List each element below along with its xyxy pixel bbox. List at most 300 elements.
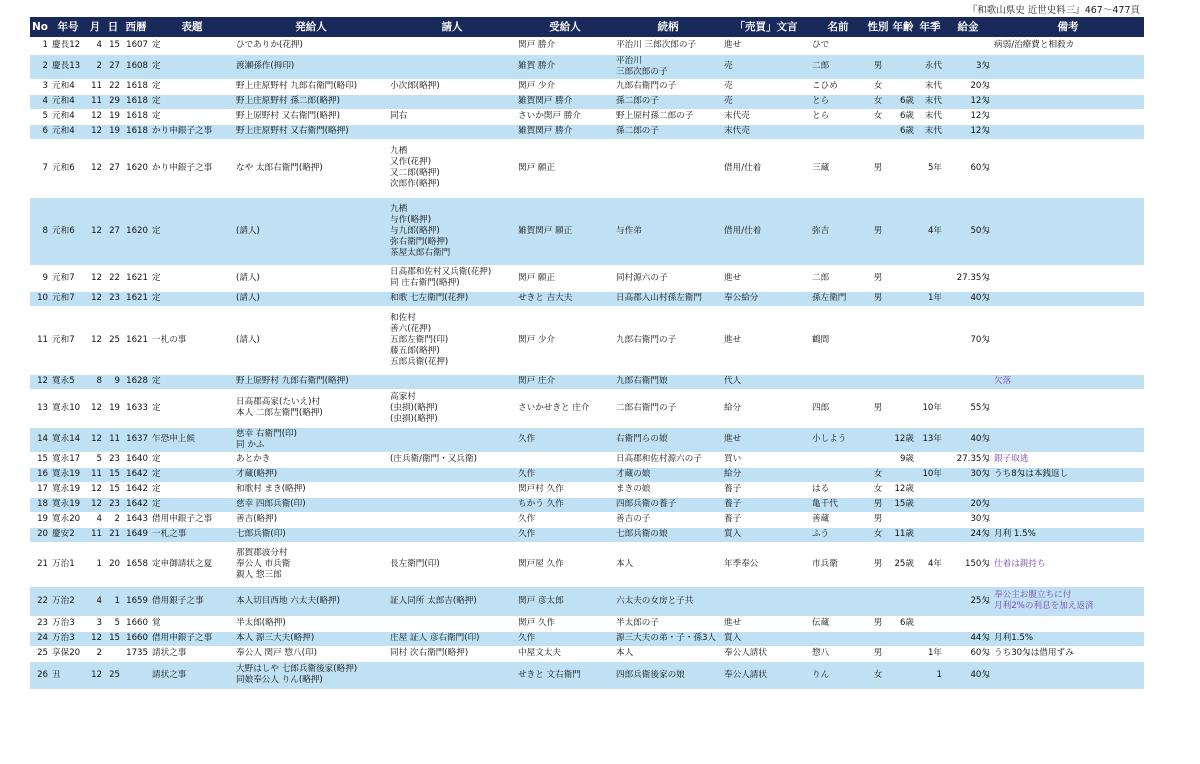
cell-month: 12 (86, 124, 104, 139)
cell-age (890, 631, 916, 646)
cell-period: 永代 (916, 54, 944, 79)
cell-issuer (234, 482, 388, 497)
cell-issuer (234, 389, 388, 427)
cell-title: 定 (150, 94, 234, 109)
cell-note-line: うち8匁は本銭返し (994, 469, 1069, 479)
header-col-era: 年号 (50, 17, 86, 37)
cell-no: 3 (30, 79, 50, 94)
cell-day: 1 (104, 586, 122, 616)
cell-note-line: 月利2%の利息を加え返済 (994, 601, 1094, 611)
cell-period: 4年 (916, 197, 944, 265)
cell-term-word: 給分 (722, 389, 810, 427)
cell-period: 1 (916, 661, 944, 689)
cell-period (916, 452, 944, 467)
table-row (30, 427, 1144, 452)
cell-era: 寛永19 (50, 482, 86, 497)
cell-relation (614, 452, 722, 467)
cell-relation (614, 54, 722, 79)
cell-era: 寛永19 (50, 497, 86, 512)
cell-term-word: 養子 (722, 497, 810, 512)
cell-issuer (234, 37, 388, 54)
cell-note (992, 631, 1144, 646)
cell-pay: 20匁 (944, 497, 992, 512)
cell-recipient: 久作 (516, 467, 614, 482)
cell-relation-line: 平治川 三郎次郎の子 (616, 39, 697, 50)
cell-sex (866, 306, 890, 374)
cell-day: 22 (104, 265, 122, 291)
cell-term-word: 借用/仕着 (722, 139, 810, 197)
cell-title: 定 (150, 265, 234, 291)
cell-day: 29 (104, 94, 122, 109)
table-row (30, 197, 1144, 265)
cell-term-word: 売 (722, 79, 810, 94)
cell-relation-line: 孫二郎の子 (616, 126, 659, 136)
cell-year: 1628 (122, 374, 150, 389)
cell-note (992, 265, 1144, 291)
cell-relation (614, 512, 722, 527)
cell-era: 元和7 (50, 306, 86, 374)
cell-day: 20 (104, 542, 122, 586)
cell-era: 寛永17 (50, 452, 86, 467)
cell-no: 18 (30, 497, 50, 512)
cell-title: 定 (150, 79, 234, 94)
cell-term-word: 代人 (722, 374, 810, 389)
cell-issuer-line: (請人) (236, 293, 260, 303)
cell-no: 12 (30, 374, 50, 389)
cell-month: 11 (86, 467, 104, 482)
cell-year: 1660 (122, 616, 150, 631)
cell-relation-line: 四郎兵衛後家の娘 (616, 669, 685, 680)
cell-month: 2 (86, 54, 104, 79)
cell-relation-line: 六太夫の女房と子共 (616, 595, 694, 606)
cell-note-line: 病弱/治療費と相殺カ (994, 39, 1075, 50)
cell-no: 1 (30, 37, 50, 54)
cell-title: 定 (150, 389, 234, 427)
cell-month: 12 (86, 661, 104, 689)
cell-pay: 50匁 (944, 197, 992, 265)
cell-day: 19 (104, 389, 122, 427)
header-col-pay: 給金 (944, 17, 992, 37)
cell-month: 12 (86, 306, 104, 374)
cell-era: 慶安2 (50, 527, 86, 542)
cell-title: 定 (150, 482, 234, 497)
cell-name: 鶴間 (810, 306, 866, 374)
cell-guarantor-line: 長左衛門(印) (390, 558, 440, 569)
cell-era: 慶長12 (50, 37, 86, 54)
cell-recipient: 雑賀関戸 願正 (516, 197, 614, 265)
cell-guarantor-line: 和歌 七左衛門(花押) (390, 293, 469, 303)
cell-recipient: さいか関戸 勝介 (516, 109, 614, 124)
cell-no: 9 (30, 265, 50, 291)
cell-sex: 男 (866, 512, 890, 527)
cell-sex: 男 (866, 497, 890, 512)
header-col-period: 年季 (916, 17, 944, 37)
cell-relation-line: 九郎右衛門の子 (616, 81, 677, 91)
header-col-name: 名前 (810, 17, 866, 37)
cell-relation-line: 日高郡和佐村源六の子 (616, 454, 702, 464)
table-row (30, 306, 1144, 374)
cell-relation (614, 586, 722, 616)
cell-note (992, 79, 1144, 94)
cell-relation (614, 124, 722, 139)
cell-month: 12 (86, 482, 104, 497)
cell-year: 1735 (122, 646, 150, 661)
cell-note-line: 月利1.5% (994, 633, 1034, 643)
cell-name: 弥吉 (810, 197, 866, 265)
cell-term-word: 末代売 (722, 124, 810, 139)
cell-term-word: 奉公給分 (722, 291, 810, 306)
cell-name: 市兵衛 (810, 542, 866, 586)
cell-name: 小しよう (810, 427, 866, 452)
cell-period (916, 37, 944, 54)
cell-term-word: 質入 (722, 631, 810, 646)
cell-period (916, 306, 944, 374)
cell-pay: 40匁 (944, 661, 992, 689)
table-row (30, 389, 1144, 427)
cell-relation (614, 427, 722, 452)
cell-guarantor-line: 次郎作(略押) (390, 179, 440, 189)
cell-guarantor (388, 197, 516, 265)
cell-month: 4 (86, 586, 104, 616)
cell-guarantor (388, 527, 516, 542)
cell-era: 万治3 (50, 631, 86, 646)
cell-no: 25 (30, 646, 50, 661)
cell-year: 1649 (122, 527, 150, 542)
cell-note (992, 94, 1144, 109)
cell-pay: 70匁 (944, 306, 992, 374)
cell-term-word (722, 586, 810, 616)
cell-note (992, 124, 1144, 139)
cell-guarantor-line: 九栖 (390, 203, 408, 214)
cell-name: 四郎 (810, 389, 866, 427)
cell-relation-line: 本人 (616, 558, 634, 569)
cell-guarantor (388, 616, 516, 631)
cell-guarantor (388, 306, 516, 374)
cell-issuer-line: 善吉(略押) (236, 514, 278, 524)
cell-year: 1618 (122, 79, 150, 94)
cell-pay (944, 616, 992, 631)
cell-note (992, 527, 1144, 542)
cell-relation-line: 日高郡入山村孫左衛門 (616, 293, 702, 303)
cell-guarantor-line: 日高郡和佐村又兵衛(花押) (390, 267, 492, 277)
cell-note (992, 306, 1144, 374)
cell-sex: 女 (866, 482, 890, 497)
cell-period: 末代 (916, 94, 944, 109)
cell-no: 2 (30, 54, 50, 79)
cell-period: 1年 (916, 291, 944, 306)
cell-age (890, 374, 916, 389)
cell-relation (614, 109, 722, 124)
header-col-no: No (30, 17, 50, 37)
cell-term-word: 奉公人請状 (722, 646, 810, 661)
cell-month: 1 (86, 542, 104, 586)
cell-guarantor-line: 弥右衛門(略押) (390, 236, 449, 247)
cell-title: 定 (150, 452, 234, 467)
cell-guarantor-line: 又二郎(略押) (390, 168, 440, 178)
cell-age: 9歳 (890, 452, 916, 467)
cell-term-word: 進せ (722, 427, 810, 452)
cell-relation-line: 三郎次郎の子 (616, 66, 668, 77)
cell-note (992, 374, 1144, 389)
cell-note (992, 616, 1144, 631)
cell-issuer (234, 512, 388, 527)
cell-relation-line: 孫二郎の子 (616, 96, 659, 106)
cell-note (992, 389, 1144, 427)
cell-age: 6歳 (890, 94, 916, 109)
cell-guarantor (388, 109, 516, 124)
cell-issuer-line: 半太郎(略押) (236, 618, 286, 628)
cell-recipient: 関戸屋 久作 (516, 542, 614, 586)
header-col-sex: 性別 (866, 17, 890, 37)
cell-issuer (234, 586, 388, 616)
cell-recipient: 久作 (516, 427, 614, 452)
header-col-term-word: 「売買」文言 (722, 17, 810, 37)
cell-issuer-line: 野上原野村 又右衛門(略押) (236, 111, 340, 121)
cell-pay (944, 37, 992, 54)
cell-recipient: せきと 吉大夫 (516, 291, 614, 306)
cell-issuer-line: あとかき (236, 454, 271, 464)
cell-period: 末代 (916, 124, 944, 139)
cell-relation (614, 661, 722, 689)
cell-age: 12歳 (890, 427, 916, 452)
records-table (30, 17, 1144, 690)
cell-era: 万治1 (50, 542, 86, 586)
cell-month: 2 (86, 646, 104, 661)
cell-era: 寛永5 (50, 374, 86, 389)
cell-name: はる (810, 482, 866, 497)
cell-note (992, 291, 1144, 306)
cell-name: りん (810, 661, 866, 689)
cell-issuer (234, 427, 388, 452)
cell-era: 慶長13 (50, 54, 86, 79)
cell-sex: 男 (866, 389, 890, 427)
cell-pay: 55匁 (944, 389, 992, 427)
cell-guarantor (388, 291, 516, 306)
cell-recipient: 中屋文太夫 (516, 646, 614, 661)
cell-issuer-line: (請人) (236, 225, 260, 236)
cell-era: 元和4 (50, 94, 86, 109)
cell-period: 4年 (916, 542, 944, 586)
cell-term-word: 養子 (722, 482, 810, 497)
cell-issuer-line: 同娘奉公人 りん(略押) (236, 675, 323, 685)
cell-sex: 男 (866, 197, 890, 265)
cell-no: 17 (30, 482, 50, 497)
cell-no: 4 (30, 94, 50, 109)
cell-relation-line: 七郎兵衛の娘 (616, 529, 668, 539)
cell-issuer (234, 527, 388, 542)
cell-issuer-line: 本人 源三大夫(略押) (236, 633, 315, 643)
cell-name: 亀千代 (810, 497, 866, 512)
cell-recipient: 関戸 少介 (516, 306, 614, 374)
cell-day: 2 (104, 512, 122, 527)
cell-issuer-line: 奉公人 市兵衛 (236, 558, 291, 569)
cell-year: 1618 (122, 109, 150, 124)
cell-title: 覚 (150, 616, 234, 631)
cell-day: 5 (104, 616, 122, 631)
cell-guarantor-line: 和佐村 (390, 312, 416, 323)
cell-pay (944, 482, 992, 497)
cell-recipient: さいかせきと 庄介 (516, 389, 614, 427)
cell-relation-line: 才蔵の娘 (616, 469, 651, 479)
cell-issuer (234, 79, 388, 94)
cell-issuer (234, 661, 388, 689)
cell-issuer-line: 慈幸 右衛門(印) (236, 428, 297, 439)
cell-guarantor-line: 同村 次右衛門(略押) (390, 648, 469, 658)
cell-year: 1618 (122, 94, 150, 109)
cell-issuer-line: 本人 二郎左衛門(略押) (236, 408, 323, 418)
cell-sex: 男 (866, 646, 890, 661)
cell-name: 善蔵 (810, 512, 866, 527)
cell-sex: 女 (866, 94, 890, 109)
cell-guarantor-line: 同右 (390, 111, 408, 121)
cell-day: 27 (104, 139, 122, 197)
cell-recipient: 雑賀関戸 勝介 (516, 124, 614, 139)
cell-sex (866, 374, 890, 389)
cell-age (890, 54, 916, 79)
cell-recipient: 久作 (516, 512, 614, 527)
cell-relation-line: 四郎兵衛の養子 (616, 499, 677, 509)
cell-issuer-line: 野上庄原野村 孫二郎(略押) (236, 96, 340, 106)
cell-title: かり申銀子之事 (150, 139, 234, 197)
cell-term-word: 進せ (722, 37, 810, 54)
cell-relation (614, 265, 722, 291)
cell-period: 10年 (916, 467, 944, 482)
cell-name (810, 586, 866, 616)
cell-guarantor (388, 94, 516, 109)
cell-issuer (234, 467, 388, 482)
cell-recipient: 関戸 少介 (516, 79, 614, 94)
cell-age: 12歳 (890, 482, 916, 497)
cell-period (916, 497, 944, 512)
cell-name (810, 374, 866, 389)
cell-pay: 40匁 (944, 291, 992, 306)
cell-guarantor-line: 藤五郎(略押) (390, 345, 440, 356)
cell-age: 11歳 (890, 527, 916, 542)
cell-period (916, 265, 944, 291)
cell-month: 12 (86, 197, 104, 265)
cell-name: とら (810, 109, 866, 124)
cell-issuer (234, 197, 388, 265)
cell-month: 5 (86, 452, 104, 467)
cell-relation-line: 平治川 (616, 55, 642, 66)
cell-sex: 男 (866, 54, 890, 79)
cell-sex: 男 (866, 616, 890, 631)
cell-relation-line: 九郎右衛門娘 (616, 376, 668, 386)
cell-month: 12 (86, 291, 104, 306)
cell-name: とら (810, 94, 866, 109)
cell-guarantor (388, 631, 516, 646)
table-row (30, 467, 1144, 482)
cell-name: ふう (810, 527, 866, 542)
cell-issuer (234, 54, 388, 79)
cell-day: 22 (104, 79, 122, 94)
cell-relation (614, 497, 722, 512)
cell-year: 1660 (122, 631, 150, 646)
cell-pay (944, 374, 992, 389)
table-row (30, 79, 1144, 94)
cell-guarantor-line: (庄兵衛/衛門・又兵衛) (390, 454, 477, 464)
table-row (30, 452, 1144, 467)
cell-no: 10 (30, 291, 50, 306)
cell-guarantor-line: 高家村 (390, 391, 416, 402)
table-row (30, 94, 1144, 109)
cell-relation (614, 631, 722, 646)
cell-issuer (234, 452, 388, 467)
cell-name (810, 452, 866, 467)
cell-issuer-line: なや 太郎右衛門(略押) (236, 162, 323, 173)
cell-note (992, 54, 1144, 79)
cell-sex: 男 (866, 291, 890, 306)
table-row (30, 646, 1144, 661)
cell-year: 1620 (122, 139, 150, 197)
cell-no: 6 (30, 124, 50, 139)
cell-issuer-line: 和歌村 まき(略押) (236, 484, 306, 494)
cell-sex (866, 37, 890, 54)
cell-pay: 60匁 (944, 139, 992, 197)
cell-issuer-line: 本人切目西地 六太夫(略押) (236, 595, 340, 606)
cell-guarantor (388, 661, 516, 689)
cell-no: 24 (30, 631, 50, 646)
cell-term-word: 末代売 (722, 109, 810, 124)
cell-no: 23 (30, 616, 50, 631)
cell-month: 12 (86, 265, 104, 291)
cell-issuer (234, 109, 388, 124)
cell-note-line: 月利 1.5% (994, 529, 1036, 539)
cell-month: 12 (86, 389, 104, 427)
cell-year (122, 661, 150, 689)
cell-pay: 150匁 (944, 542, 992, 586)
cell-no: 21 (30, 542, 50, 586)
cell-issuer (234, 291, 388, 306)
cell-issuer (234, 94, 388, 109)
cell-sex: 男 (866, 542, 890, 586)
cell-issuer (234, 124, 388, 139)
cell-issuer-line: 七郎兵衛(印) (236, 529, 286, 539)
table-row (30, 482, 1144, 497)
cell-relation-line: 同村源六の子 (616, 272, 668, 283)
cell-issuer-line: 親人 惣三郎 (236, 569, 282, 580)
cell-issuer (234, 616, 388, 631)
table-header (30, 17, 1144, 37)
cell-issuer-line: 奉公人 関戸 惣八(印) (236, 648, 317, 658)
cell-year: 1633 (122, 389, 150, 427)
cell-pay: 3匁 (944, 54, 992, 79)
table-row (30, 497, 1144, 512)
cell-pay: 12匁 (944, 109, 992, 124)
cell-era: 万治2 (50, 586, 86, 616)
cell-title: 定 (150, 197, 234, 265)
table-row (30, 265, 1144, 291)
cell-day: 25 (104, 306, 122, 374)
cell-pay: 12匁 (944, 124, 992, 139)
cell-year: 1659 (122, 586, 150, 616)
cell-month: 8 (86, 374, 104, 389)
cell-guarantor (388, 79, 516, 94)
cell-day: 21 (104, 527, 122, 542)
cell-recipient: せきと 文右衛門 (516, 661, 614, 689)
cell-pay: 30匁 (944, 467, 992, 482)
cell-relation (614, 306, 722, 374)
header-row (30, 17, 1144, 37)
cell-relation (614, 616, 722, 631)
table-row (30, 527, 1144, 542)
cell-note-line: うち30匁は借用ずみ (994, 648, 1074, 658)
header-col-issuer: 発給人 (234, 17, 388, 37)
cell-recipient: 関戸 願正 (516, 265, 614, 291)
cell-age (890, 265, 916, 291)
cell-no: 19 (30, 512, 50, 527)
cell-month: 12 (86, 631, 104, 646)
